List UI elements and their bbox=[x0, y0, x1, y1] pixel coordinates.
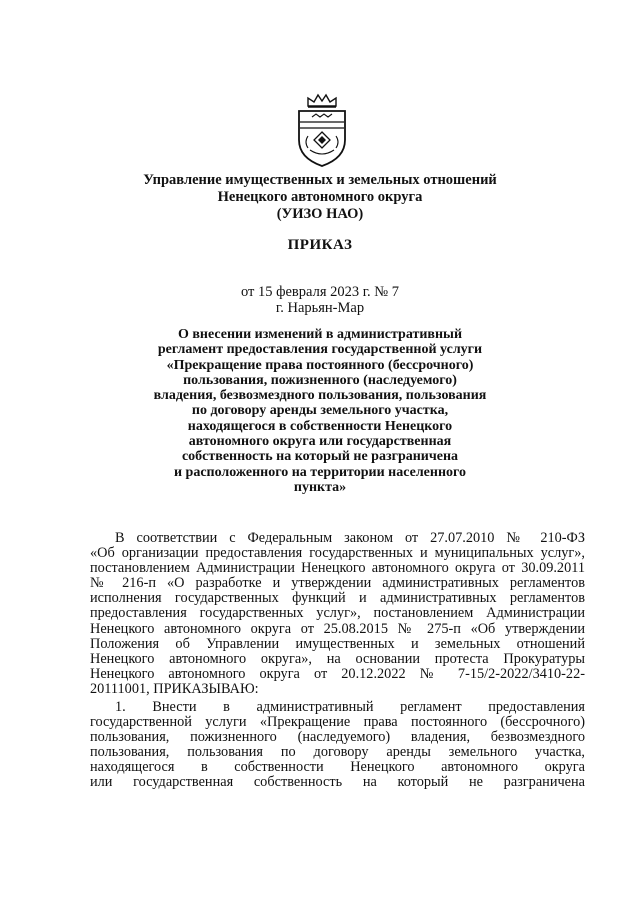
body-line: пользования, пользования по договору аренды земельного участка, bbox=[90, 745, 585, 761]
body-line: № 216-п «О разработке и утверждении административных регламентов bbox=[90, 576, 585, 592]
subject-line: пользования, пожизненного (наследуемого) bbox=[183, 372, 457, 388]
body-line: В соответствии с Федеральным законом от 27.07.2010 № 210-ФЗ bbox=[115, 531, 585, 546]
document-type-title: ПРИКАЗ bbox=[287, 237, 353, 253]
body-line: пользования, пожизненного (наследуемого) владения, безвозмездного bbox=[90, 730, 585, 746]
subject-line: регламент предоставления государственной услуги bbox=[157, 342, 483, 358]
body-line: Положения об Управлении имущественных и земельных отношений bbox=[90, 636, 585, 652]
order-subject bbox=[120, 327, 520, 495]
subject-line: «Прекращение права постоянного (бессрочного) bbox=[166, 357, 474, 373]
subject-line: и расположенного на территории населенного bbox=[173, 464, 467, 480]
nao-coat-of-arms-icon bbox=[294, 92, 350, 168]
subject-line: собственность на который не разграничена bbox=[181, 449, 459, 465]
body-line: исполнения государственных функций и административных регламентов bbox=[90, 591, 585, 607]
subject-line: по договору аренды земельного участка, bbox=[191, 403, 449, 419]
subject-line: О внесении изменений в административный bbox=[177, 327, 463, 342]
body-line: или государственная собственность на который не разграничена bbox=[90, 775, 585, 791]
subject-line: пункта» bbox=[293, 479, 347, 495]
body-line: находящегося в собственности Ненецкого автономного округа bbox=[90, 760, 585, 776]
subject-line: находящегося в собственности Ненецкого bbox=[187, 418, 453, 434]
body-line: Ненецкого автономного округа», на основании протеста Прокуратуры bbox=[90, 651, 585, 667]
subject-line: автономного округа или государственная bbox=[188, 434, 452, 450]
body-line: «Об организации предоставления государственных и муниципальных услуг», bbox=[90, 546, 585, 562]
organization-abbreviation: (УИЗО НАО) bbox=[276, 206, 364, 222]
preamble-paragraph bbox=[90, 531, 585, 697]
body-line: 20111001, ПРИКАЗЫВАЮ: bbox=[90, 681, 259, 697]
body-line: постановлением Администрации Ненецкого автономного округа от 30.09.2011 bbox=[90, 561, 585, 577]
body-line: Ненецкого автономного округа от 25.08.2015 № 275-п «Об утверждении bbox=[90, 621, 585, 637]
subject-line: владения, безвозмездного пользования, пользования bbox=[153, 388, 487, 404]
organization-name-line-1: Управление имущественных и земельных отношений bbox=[143, 172, 497, 188]
clause-1-paragraph bbox=[90, 700, 585, 791]
organization-name-line-2: Ненецкого автономного округа bbox=[217, 189, 423, 205]
body-line: 1. Внести в административный регламент предоставления bbox=[115, 700, 585, 715]
order-date-number: от 15 февраля 2023 г. № 7 bbox=[240, 284, 400, 300]
body-line: Ненецкого автономного округа от 20.12.2022 № 7-15/2-2022/3410-22- bbox=[90, 666, 585, 682]
order-place: г. Нарьян-Мар bbox=[275, 300, 365, 316]
body-line: предоставления государственных услуг», постановлением Администрации bbox=[90, 606, 585, 622]
body-line: государственной услуги «Прекращение права постоянного (бессрочного) bbox=[90, 715, 585, 731]
